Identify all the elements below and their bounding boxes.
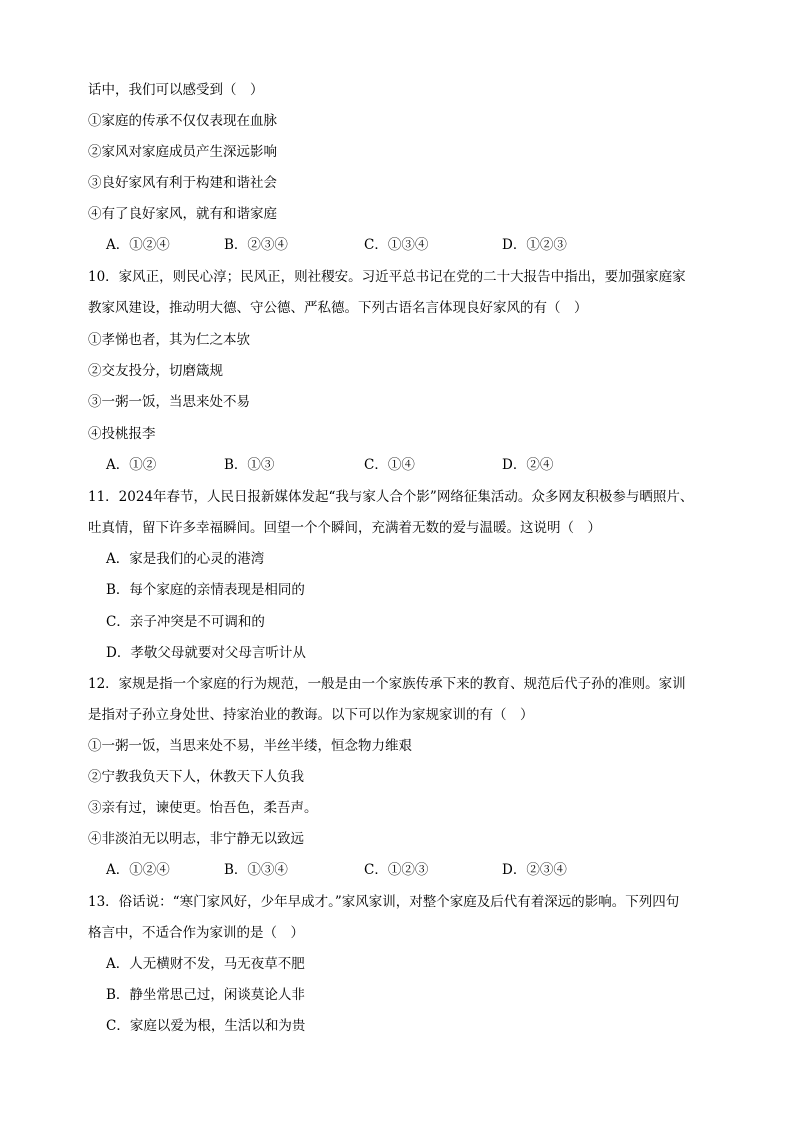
q12-item-3: ③亲有过，谏使更。怡吾色，柔吾声。 [88, 800, 318, 816]
q10-item-2: ②交友投分，切磨箴规 [88, 363, 223, 379]
q12-item-4: ④非淡泊无以明志，非宁静无以致远 [88, 831, 304, 847]
q10-item-1: ①孝悌也者，其为仁之本欤 [88, 332, 250, 348]
q9-item-1: ①家庭的传承不仅仅表现在血脉 [88, 113, 277, 129]
q11-stem-line-2: 吐真情，留下许多幸福瞬间。回望一个个瞬间，充满着无数的爱与温暖。这说明（ ） [88, 520, 601, 536]
q13-option-c[interactable]: C．家庭以爱为根，生活以和为贵 [106, 1018, 306, 1034]
q12-stem-line-2: 是指对子孙立身处世、持家治业的教诲。以下可以作为家规家训的有（ ） [88, 707, 534, 723]
q13-option-a[interactable]: A．人无横财不发，马无夜草不肥 [106, 956, 305, 972]
q9-option-b[interactable]: B．②③④ [224, 237, 288, 253]
q10-item-3: ③一粥一饭，当思来处不易 [88, 394, 250, 410]
q10-item-4: ④投桃报李 [88, 426, 156, 442]
q9-option-d[interactable]: D．①②③ [502, 237, 567, 253]
q9-item-2: ②家风对家庭成员产生深远影响 [88, 144, 277, 160]
q12-option-b[interactable]: B．①③④ [224, 862, 288, 878]
q9-item-4: ④有了良好家风，就有和谐家庭 [88, 206, 277, 222]
q13-stem-line-2: 格言中，不适合作为家训的是（ ） [88, 925, 304, 941]
q12-option-d[interactable]: D．②③④ [502, 862, 567, 878]
q13-stem-line-1: 13．俗话说：“寒门家风好，少年早成才。”家风家训，对整个家庭及后代有着深远的影响。下列四句 [88, 894, 680, 910]
q11-stem-line-1: 11．2024年春节，人民日报新媒体发起“我与家人合个影”网络征集活动。众多网友积极参与晒照片、 [88, 489, 694, 505]
q12-option-a[interactable]: A．①②④ [106, 862, 170, 878]
q9-option-a[interactable]: A．①②④ [106, 237, 170, 253]
q10-option-d[interactable]: D．②④ [502, 457, 554, 473]
q10-stem-line-1: 10．家风正，则民心淳；民风正，则社稷安。习近平总书记在党的二十大报告中指出，要加强家庭家 [88, 269, 686, 285]
q10-option-a[interactable]: A．①② [106, 457, 157, 473]
q11-option-b[interactable]: B．每个家庭的亲情表现是相同的 [106, 582, 305, 598]
q9-option-c[interactable]: C．①③④ [364, 237, 429, 253]
q9-item-3: ③良好家风有利于构建和谐社会 [88, 175, 277, 191]
q12-item-2: ②宁教我负天下人，休教天下人负我 [88, 769, 304, 785]
q11-option-d[interactable]: D．孝敬父母就要对父母言听计从 [106, 645, 306, 661]
q9-stem-tail: 话中，我们可以感受到（ ） [88, 82, 264, 98]
q10-stem-line-2: 教家风建设，推动明大德、守公德、严私德。下列古语名言体现良好家风的有（ ） [88, 300, 588, 316]
q10-option-c[interactable]: C．①④ [364, 457, 415, 473]
q11-option-a[interactable]: A．家是我们的心灵的港湾 [106, 551, 265, 567]
q13-option-b[interactable]: B．静坐常思己过，闲谈莫论人非 [106, 987, 305, 1003]
q10-option-b[interactable]: B．①③ [224, 457, 275, 473]
q12-item-1: ①一粥一饭，当思来处不易，半丝半缕，恒念物力维艰 [88, 738, 412, 754]
q12-option-c[interactable]: C．①②③ [364, 862, 429, 878]
q11-option-c[interactable]: C．亲子冲突是不可调和的 [106, 614, 265, 630]
q12-stem-line-1: 12．家规是指一个家庭的行为规范，一般是由一个家族传承下来的教育、规范后代子孙的准则。家训 [88, 676, 686, 692]
